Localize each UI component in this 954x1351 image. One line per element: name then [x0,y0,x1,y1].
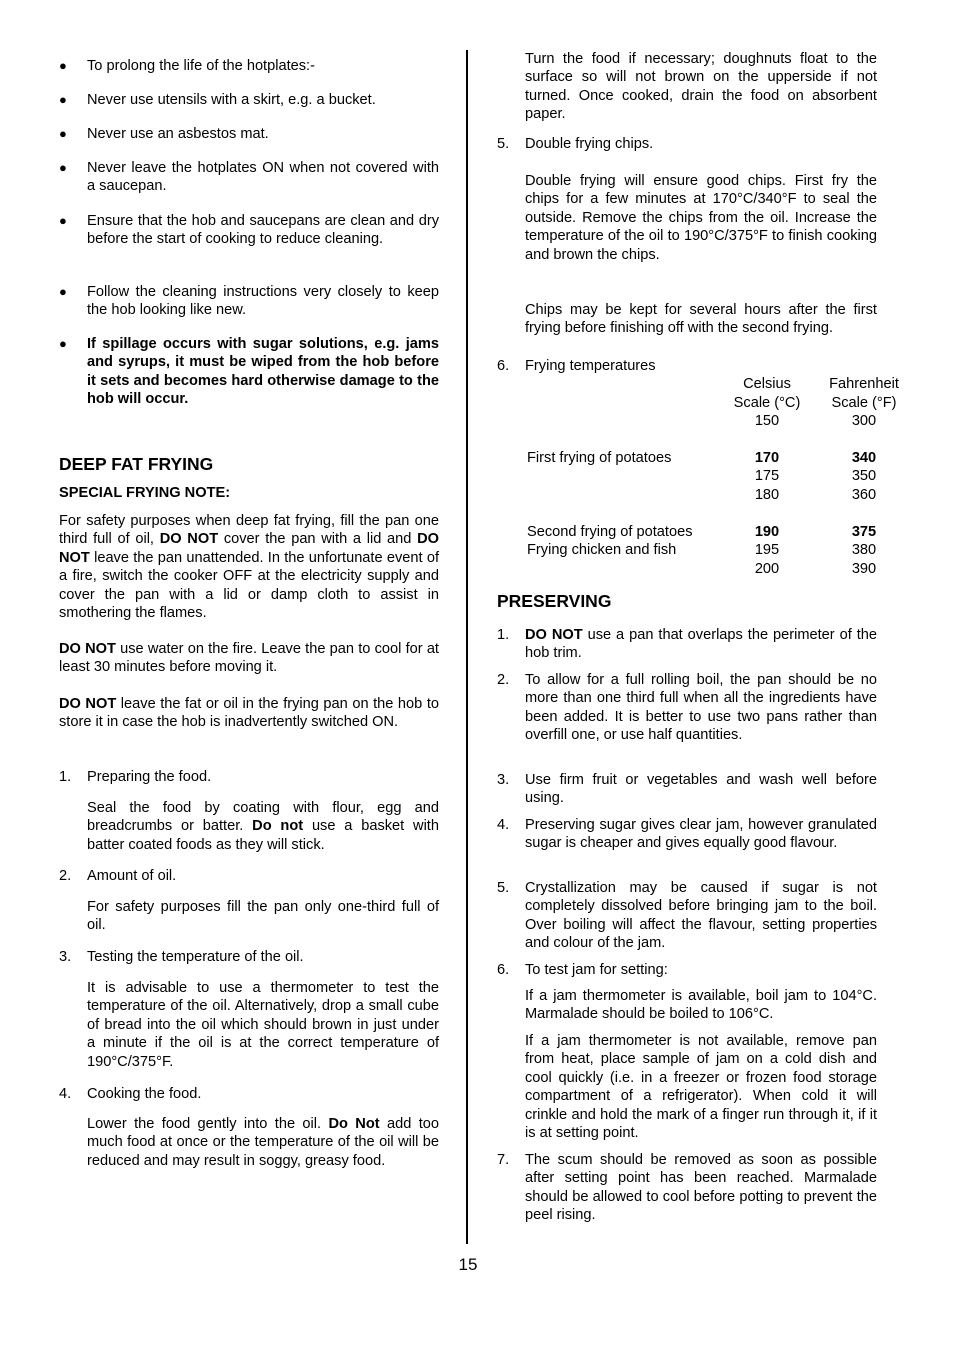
setting-test-paragraph: If a jam thermometer is not available, remove pan from heat, place sample of jam on a cold dish and cool quickly (i.e. in a freezer or frozen food storage compartment of a refrigerator). When cold it will crinkle and hold the mark of a finger run through it, if it is at setting point. [525,1033,877,1142]
step-number: 3. [59,949,72,965]
setting-test-paragraph: If a jam thermometer is available, boil jam to 104°C. Marmalade should be boiled to 106°C. [525,988,877,1023]
emphasis: DO NOT [59,696,117,712]
page-number: 15 [458,1255,478,1274]
special-frying-note-heading: SPECIAL FRYING NOTE: [59,485,231,501]
table-cell-fahrenheit: 360 [851,487,877,503]
emphasis: DO NOT [159,531,219,548]
bullet-dot-icon: ● [59,92,67,107]
bullet-text: Never use utensils with a skirt, e.g. a bucket. [87,92,376,108]
table-cell-fahrenheit: 390 [851,561,877,577]
bullet-text: Ensure that the hob and saucepans are clean and dry before the start of cooking to reduce cleaning. [87,213,439,248]
emphasis: Do Not [328,1116,380,1132]
item-number: 4. [497,817,510,833]
item-text: Preserving sugar gives clear jam, however granulated sugar is cheaper and gives equally good flavour. [525,817,877,852]
section-heading-deep-fat-frying: DEEP FAT FRYING [59,454,214,474]
bullet-dot-icon: ● [59,336,67,351]
step-title: Amount of oil. [87,868,177,884]
step-number: 2. [59,868,72,884]
table-cell-celsius: 195 [754,542,780,558]
step-title: Cooking the food. [87,1086,202,1102]
text-run: use water on the fire. Leave the pan to cool for at least 30 minutes before moving it. [59,641,439,676]
bullet-text: Never leave the hotplates ON when not covered with a saucepan. [87,160,439,195]
step-number: 1. [59,769,72,785]
emphasis: DO NOT [59,531,439,566]
table-cell-celsius: 170 [754,450,780,466]
item-number: 6. [497,962,510,978]
item-text: To test jam for setting: [525,962,668,978]
step-body [87,1115,439,1170]
item-number: 2. [497,672,510,688]
bullet-text: Follow the cleaning instructions very closely to keep the hob looking like new. [87,284,439,319]
section-heading-preserving: PRESERVING [497,591,612,611]
table-cell-fahrenheit: 340 [851,450,877,466]
column-header-fahrenheit-unit: Scale (°F) [831,395,897,411]
table-cell-fahrenheit: 375 [851,524,877,540]
bullet-text: Never use an asbestos mat. [87,126,269,142]
bullet-text: If spillage occurs with sugar solutions, e.g. jams and syrups, it must be wiped from the hob before it sets and becomes hard otherwise damage to the hob will occur. [87,336,439,408]
text-run: Seal the food by coating with flour, egg and breadcrumbs or batter. [87,800,439,835]
table-cell-celsius: 180 [754,487,780,503]
step-title: Double frying chips. [525,136,654,152]
text-run: For safety purposes when deep fat frying, fill the pan one third full of oil, [59,513,439,548]
table-row-label: Second frying of potatoes [527,524,693,540]
item-text [525,626,877,663]
text-run: leave the pan unattended. In the unfortunate event of a fire, switch the cooker OFF at the electricity supply and cover the pan with a lid or damp cloth to assist in smothering the flames. [59,549,439,622]
step-body: Chips may be kept for several hours after the first frying before finishing off with the second frying. [525,302,877,337]
step-number: 6. [497,358,510,374]
bullet-dot-icon: ● [59,58,67,73]
bullet-text: To prolong the life of the hotplates:- [87,58,315,74]
table-cell-celsius: 150 [754,413,780,429]
step-number: 5. [497,136,510,152]
column-divider [466,50,468,1244]
safety-paragraph [59,512,439,622]
table-row-label: Frying chicken and fish [527,542,677,558]
step-body [87,799,439,854]
text-run: use a basket with batter coated foods as they will stick. [87,818,439,853]
item-text: The scum should be removed as soon as possible after setting point has been reached. Marmalade should be allowed to cool before potting to prevent the peel rising. [525,1152,877,1224]
text-run: use a pan that overlaps the perimeter of the hob trim. [525,627,877,662]
water-warning-paragraph [59,640,439,677]
table-cell-celsius: 175 [754,468,780,484]
table-cell-fahrenheit: 350 [851,468,877,484]
table-cell-celsius: 190 [754,524,780,540]
step-title: Frying temperatures [525,358,656,374]
storage-warning-paragraph [59,695,439,732]
item-number: 7. [497,1152,510,1168]
column-header-celsius-unit: Scale (°C) [733,395,801,411]
continued-text: Turn the food if necessary; doughnuts float to the surface so will not brown on the upperside if not turned. Once cooked, drain the food on absorbent paper. [525,51,877,123]
step-title: Testing the temperature of the oil. [87,949,304,965]
table-cell-fahrenheit: 300 [851,413,877,429]
column-header-celsius: Celsius [743,376,791,392]
text-run: leave the fat or oil in the frying pan on the hob to store it in case the hob is inadvertently switched ON. [59,696,439,731]
item-number: 1. [497,627,510,643]
step-number: 4. [59,1086,72,1102]
item-text: Crystallization may be caused if sugar is not completely dissolved before bringing jam to the boil. Over boiling will affect the flavour, setting properties and colour of the jam. [525,880,877,952]
table-cell-fahrenheit: 380 [851,542,877,558]
item-number: 5. [497,880,510,896]
table-cell-celsius: 200 [754,561,780,577]
step-body: It is advisable to use a thermometer to test the temperature of the oil. Alternatively, drop a small cube of bread into the oil which should brown in just under a minute if the oil is at the correct temperature of 190°C/375°F. [87,980,439,1070]
column-header-fahrenheit: Fahrenheit [829,376,899,392]
step-title: Preparing the food. [87,769,212,785]
step-body: For safety purposes fill the pan only one-third full of oil. [87,899,439,934]
step-body: Double frying will ensure good chips. First fry the chips for a few minutes at 170°C/340°F to seal the outside. Remove the chips from the oil. Increase the temperature of the oil to 190°C/375°F to finish cooking and brown the chips. [525,173,877,263]
text-run: cover the pan with a lid and [218,531,418,548]
text-run: add too much food at once or the temperature of the oil will be reduced and may result in soggy, greasy food. [87,1116,439,1169]
table-row-label: First frying of potatoes [527,450,672,466]
emphasis: DO NOT [525,627,583,643]
bullet-dot-icon: ● [59,284,67,299]
item-number: 3. [497,772,510,788]
item-text: Use firm fruit or vegetables and wash well before using. [525,772,877,807]
item-text: To allow for a full rolling boil, the pan should be no more than one third full when all the ingredients have been added. It is better to use two pans rather than overfill one, or use half quantities. [525,672,877,744]
emphasis: Do not [252,818,304,835]
emphasis: DO NOT [59,641,116,657]
bullet-dot-icon: ● [59,213,67,228]
text-run: Lower the food gently into the oil. [87,1116,329,1132]
bullet-dot-icon: ● [59,160,67,175]
bullet-dot-icon: ● [59,126,67,141]
